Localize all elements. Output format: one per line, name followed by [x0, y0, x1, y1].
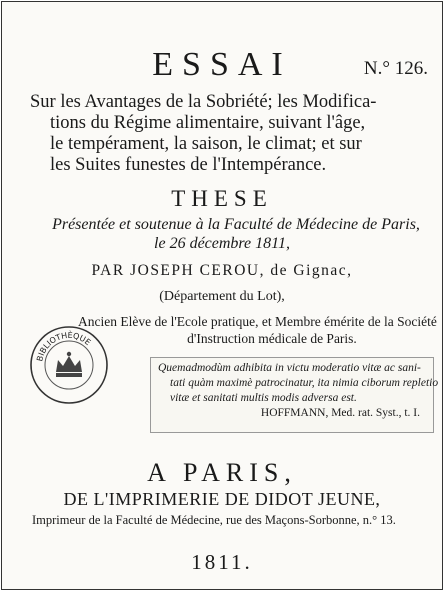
title-page	[1, 1, 443, 590]
presentation-line: Présentée et soutenue à la Faculté de Médecine de Paris,	[52, 216, 420, 233]
subtitle-line: tions du Régime alimentaire, suivant l'âge,	[50, 113, 366, 133]
presentation-date: le 26 décembre 1811,	[154, 235, 290, 252]
epigraph-source: HOFFMANN, Med. rat. Syst., t. I.	[260, 407, 420, 419]
subtitle-line: les Suites funestes de l'Intempérance.	[50, 155, 327, 175]
department-line: (Département du Lot),	[159, 289, 285, 304]
these-heading: THESE	[171, 186, 273, 211]
author-titles-line: Ancien Elève de l'Ecole pratique, et Membre émérite de la Société	[78, 314, 437, 329]
imprint-printer: DE L'IMPRIMERIE DE DIDOT JEUNE,	[63, 489, 381, 509]
imprint-city: A PARIS,	[147, 458, 297, 487]
epigraph-line: Quemadmodùm adhibita in victu moderatio vitæ ac sani-	[158, 362, 421, 374]
epigraph-line: vitæ et sanitati multis modis adversa est.	[170, 392, 357, 404]
author-line: PAR JOSEPH CEROU, de Gignac,	[91, 262, 353, 279]
library-stamp-icon	[28, 324, 110, 406]
epigraph-line: tati quàm maximè patrocinatur, ita nimia ciborum repletio	[170, 377, 439, 389]
imprint-year: 1811.	[191, 550, 253, 574]
imprint-address: Imprimeur de la Faculté de Médecine, rue des Maçons-Sorbonne, n.° 13.	[32, 513, 396, 527]
subtitle-line: le tempérament, la saison, le climat; et sur	[50, 134, 362, 154]
svg-text:BIBLIOTHÈQUE: BIBLIOTHÈQUE	[35, 330, 93, 363]
document-number: N.° 126.	[363, 58, 428, 79]
author-titles-line: d'Instruction médicale de Paris.	[187, 331, 357, 346]
subtitle-line: Sur les Avantages de la Sobriété; les Modifica-	[30, 92, 377, 112]
page-title: ESSAI	[152, 46, 292, 83]
